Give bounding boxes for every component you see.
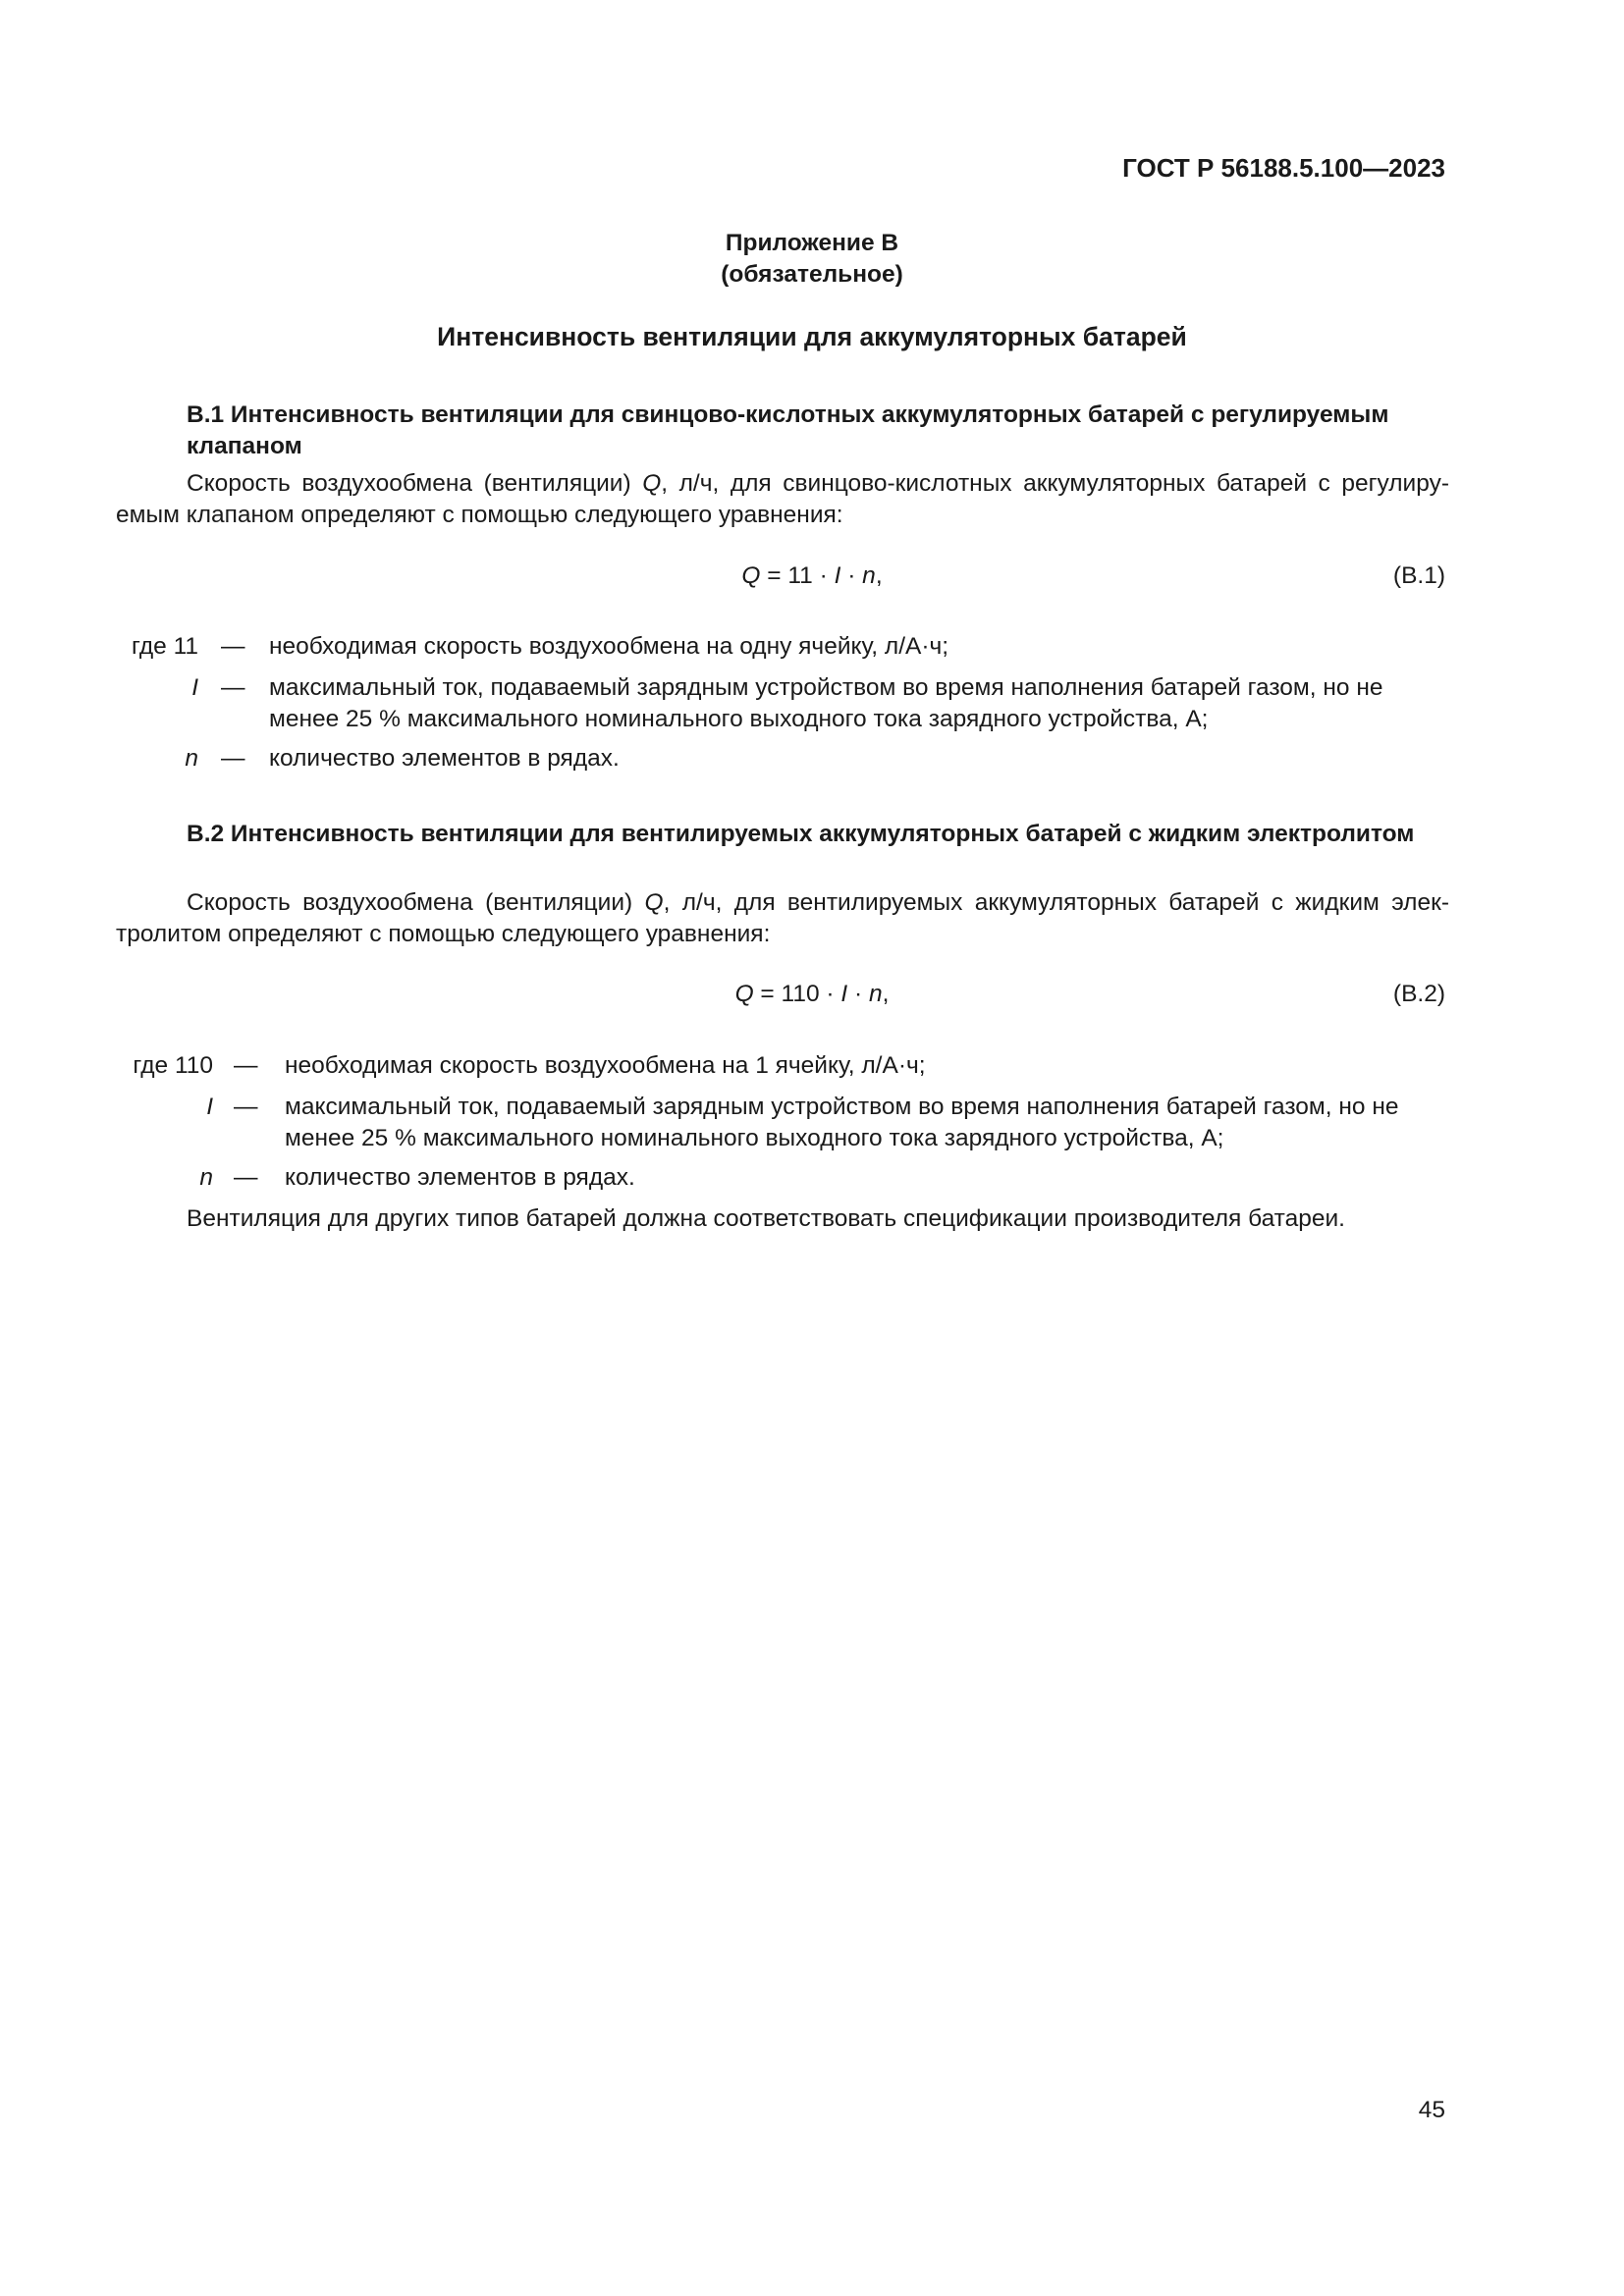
equation-number-b2: (В.2) <box>1392 981 1445 1007</box>
where-description: максимальный ток, подаваемый зарядным устройством во время наполнения батарей газом, но не менее 25 % максимального номинального выходного тока зарядного устройства, А; <box>269 674 1383 732</box>
formula-constant: = 11 · <box>760 562 835 589</box>
variable-q: Q <box>642 470 662 497</box>
formula-dot: · <box>840 562 863 589</box>
formula-var-i: I <box>834 562 841 589</box>
where-symbol: I <box>191 674 198 701</box>
where-description: необходимая скорость воздухообмена на одну ячейку, л/А·ч; <box>269 633 949 660</box>
section-2-heading: В.2 Интенсивность вентиляции для вентилируемых аккумуляторных батарей с жидким электролитом <box>187 821 1415 847</box>
formula-constant: = 110 · <box>753 981 841 1007</box>
where-dash: — <box>234 1164 258 1191</box>
page-number: 45 <box>1418 2097 1445 2123</box>
where-description: необходимая скорость воздухообмена на 1 ячейку, л/А·ч; <box>285 1052 926 1079</box>
appendix-title: Приложение В <box>725 230 899 256</box>
paragraph-text: Скорость воздухообмена (вентиляции) <box>187 889 645 916</box>
where-symbol: I <box>206 1094 213 1120</box>
paragraph-text: Скорость воздухообмена (вентиляции) <box>187 470 643 497</box>
formula-var-n: n <box>868 981 883 1007</box>
formula-b2 <box>0 979 1624 1010</box>
where-symbol: n <box>185 745 198 772</box>
paragraph-text: , л/ч, для свинцово-кислотных аккумуляторных батарей с регулируемым клапаном определяют с помощью следующего уравнения: <box>116 470 1450 528</box>
where-symbol: n <box>199 1164 213 1191</box>
where-dash: — <box>221 674 245 701</box>
formula-tail: , <box>882 981 890 1007</box>
formula-var-i: I <box>840 981 848 1007</box>
where-dash: — <box>221 633 245 660</box>
closing-paragraph: Вентиляция для других типов батарей должна соответствовать спецификации производителя батареи. <box>187 1205 1345 1232</box>
where-dash: — <box>234 1094 258 1120</box>
where-description: количество элементов в рядах. <box>285 1164 635 1191</box>
formula-lhs: Q <box>741 562 761 589</box>
where-symbol: где 11 <box>132 633 198 660</box>
paragraph-text: , л/ч, для вентилируемых аккумуляторных батарей с жидким электролитом определяют с помощью следующего уравнения: <box>116 889 1449 947</box>
formula-lhs: Q <box>734 981 754 1007</box>
appendix-heading: Интенсивность вентиляции для аккумуляторных батарей <box>437 322 1187 351</box>
where-dash: — <box>221 745 245 772</box>
where-dash: — <box>234 1052 258 1079</box>
where-symbol: где 110 <box>133 1052 213 1079</box>
variable-q: Q <box>644 889 664 916</box>
appendix-status: (обязательное) <box>721 261 903 288</box>
formula-tail: , <box>875 562 883 589</box>
section-2-paragraph <box>116 887 1449 950</box>
where-description: количество элементов в рядах. <box>269 745 620 772</box>
formula-var-n: n <box>862 562 876 589</box>
equation-number-b1: (В.1) <box>1392 562 1445 589</box>
where-description: максимальный ток, подаваемый зарядным устройством во время наполнения батарей газом, но не менее 25 % максимального номинального выходного тока зарядного устройства, А; <box>285 1094 1399 1151</box>
section-1-paragraph <box>116 468 1449 531</box>
formula-dot: · <box>847 981 869 1007</box>
section-1-heading: В.1 Интенсивность вентиляции для свинцово-кислотных аккумуляторных батарей с регулируемым клапаном <box>187 401 1389 459</box>
standard-designation: ГОСТ Р 56188.5.100—2023 <box>1122 153 1445 183</box>
formula-b1 <box>0 561 1624 592</box>
